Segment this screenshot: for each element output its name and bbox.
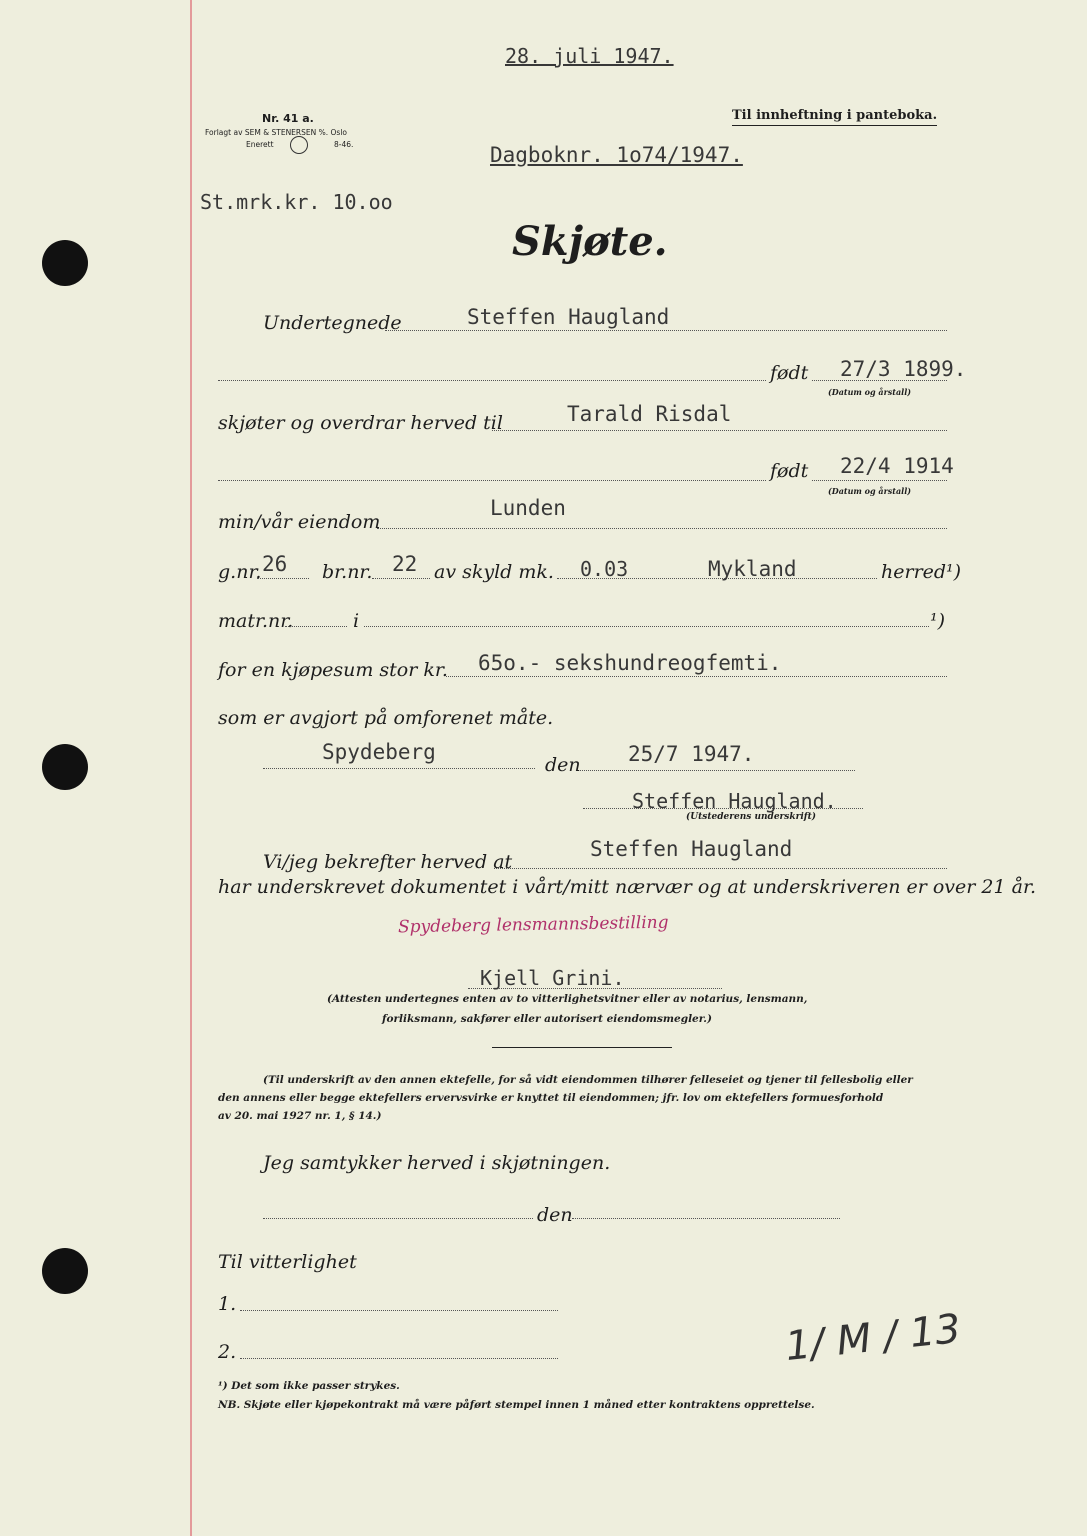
gnr-value: 26	[262, 552, 288, 576]
attestation-name-line	[494, 868, 947, 869]
red-margin-line	[190, 0, 192, 1536]
spouse-date-line	[572, 1218, 840, 1219]
property-name: Lunden	[490, 496, 566, 520]
punch-hole	[42, 240, 88, 286]
terms-text: som er avgjort på omforenet måte.	[218, 707, 554, 729]
binding-note: Til innheftning i panteboka.	[732, 108, 937, 126]
spouse-den-label: den	[537, 1204, 573, 1226]
seller-line	[385, 330, 947, 331]
stamp-duty: St.mrk.kr. 10.oo	[200, 190, 393, 214]
matr-i-line	[364, 626, 929, 627]
attestation-note1: (Attesten undertegnes enten av to vitterlighetsvitner eller av notarius, lensmann,	[327, 993, 808, 1005]
buyer-name: Tarald Risdal	[567, 402, 732, 426]
publisher-line: Forlagt av SEM & STENERSEN %. Oslo	[205, 128, 348, 137]
place-line	[263, 768, 535, 769]
spouse-consent: Jeg samtykker herved i skjøtningen.	[263, 1152, 611, 1174]
spouse-note-line1: (Til underskrift av den annen ektefelle, for så vidt eiendommen tilhører felleseiet og tjener til fellesbolig eller	[263, 1074, 913, 1086]
footnote-nb: NB. Skjøte eller kjøpekontrakt må være påført stempel innen 1 måned etter kontraktens opprettelse.	[218, 1399, 815, 1411]
witness-two-label: 2.	[218, 1341, 237, 1363]
attestation-note2: forliksmann, sakfører eller autorisert eiendomsmegler.)	[382, 1013, 712, 1025]
place-den-label: den	[545, 754, 581, 776]
gnr-line	[257, 578, 309, 579]
handwritten-margin-note: 1/ M / 13	[783, 1305, 963, 1371]
footnote-1: ¹) Det som ikke passer strykes.	[218, 1380, 400, 1392]
price-label: for en kjøpesum stor kr.	[218, 659, 448, 681]
witness-one-label: 1.	[218, 1293, 237, 1315]
witness-one-line	[240, 1310, 558, 1311]
witness-label: Til vitterlighet	[218, 1251, 357, 1273]
matr-line	[285, 626, 347, 627]
buyer-born-date: 22/4 1914	[840, 454, 954, 478]
property-label: min/vår eiendom	[218, 511, 381, 533]
date-line	[580, 770, 855, 771]
price-line	[446, 676, 947, 677]
buyer-line	[492, 430, 947, 431]
publisher-enerett: Enerett	[246, 140, 274, 149]
price-amount: 65o.- sekshundreogfemti.	[478, 651, 782, 675]
buyer-born-label: født	[770, 460, 809, 482]
publisher-logo-icon	[290, 136, 308, 154]
place-date-value: 25/7 1947.	[628, 742, 755, 766]
brnr-value: 22	[392, 552, 418, 576]
skyld-label: av skyld mk.	[434, 561, 554, 583]
property-line	[377, 528, 947, 529]
buyer-label: skjøter og overdrar herved til	[218, 412, 503, 434]
seller-born-label: født	[770, 362, 809, 384]
attestation-name: Steffen Haugland	[590, 837, 793, 861]
buyer-born-line	[812, 480, 947, 481]
brnr-label: br.nr.	[322, 561, 373, 583]
punch-hole	[42, 744, 88, 790]
seller-born-date: 27/3 1899.	[840, 357, 967, 381]
signature-name: Steffen Haugland.	[632, 789, 837, 813]
seller-born-hint: (Datum og årstall)	[828, 387, 912, 397]
form-number: Nr. 41 a.	[262, 112, 314, 125]
skyld-value: 0.03	[580, 557, 629, 581]
herred-value: Mykland	[708, 557, 797, 581]
document-date: 28. juli 1947.	[505, 44, 674, 68]
seller-extra-line	[218, 380, 766, 381]
section-divider	[492, 1047, 672, 1048]
signature-caption: (Utstederens underskrift)	[686, 812, 817, 822]
herred-label: herred¹)	[881, 561, 962, 583]
publisher-date: 8-46.	[334, 140, 354, 149]
buyer-extra-line	[218, 480, 766, 481]
document-title: Skjøte.	[512, 218, 668, 265]
brnr-line	[372, 578, 430, 579]
office-stamp: Spydeberg lensmannsbestilling	[397, 912, 669, 938]
gnr-label: g.nr.	[218, 561, 262, 583]
journal-number: Dagboknr. 1o74/1947.	[490, 143, 743, 167]
punch-hole	[42, 1248, 88, 1294]
witness-two-line	[240, 1358, 558, 1359]
matr-label: matr.nr.	[218, 610, 294, 632]
attestation-line2: har underskrevet dokumentet i vårt/mitt nærvær og at underskriveren er over 21 år.	[218, 876, 1036, 898]
place-value: Spydeberg	[322, 740, 436, 764]
spouse-note-line3: av 20. mai 1927 nr. 1, § 14.)	[218, 1110, 382, 1122]
official-name: Kjell Grini.	[480, 966, 625, 990]
attestation-line1: Vi/jeg bekrefter herved at	[263, 851, 513, 873]
matr-end: ¹)	[930, 610, 946, 632]
matr-i-label: i	[353, 610, 360, 632]
seller-name: Steffen Haugland	[467, 305, 670, 329]
spouse-note-line2: den annens eller begge ektefellers ervervsvirke er knyttet til eiendommen; jfr. lov om ektefellers formuesforhold	[218, 1092, 884, 1104]
spouse-place-line	[263, 1218, 533, 1219]
seller-label: Undertegnede	[263, 312, 402, 334]
buyer-born-hint: (Datum og årstall)	[828, 486, 912, 496]
